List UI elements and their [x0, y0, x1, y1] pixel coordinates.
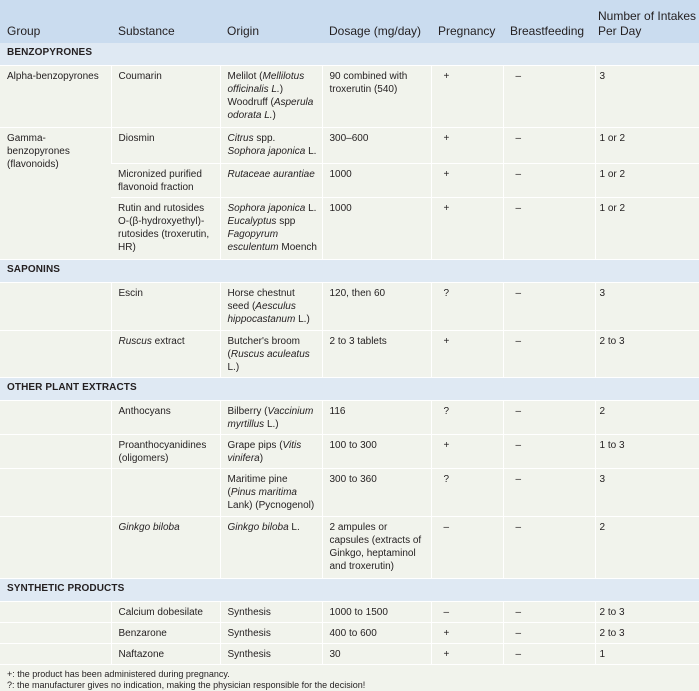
- cell-origin: Ginkgo biloba L.: [220, 517, 322, 579]
- cell-dosage: 1000 to 1500: [322, 602, 431, 623]
- cell-group: Alpha-benzopyrones: [0, 66, 111, 128]
- cell-intakes: 1 or 2: [595, 164, 699, 198]
- cell-group: [0, 331, 111, 378]
- cell-substance: Naftazone: [111, 644, 220, 665]
- cell-pregnancy: +: [431, 435, 503, 469]
- cell-breastfeeding: –: [503, 602, 595, 623]
- cell-substance: Proanthocyanidines (oligomers): [111, 435, 220, 469]
- cell-substance: Benzarone: [111, 623, 220, 644]
- cell-breastfeeding: –: [503, 401, 595, 435]
- cell-substance: Rutin and rutosides O-(β-hydroxyethyl)-rutosides (troxerutin, HR): [111, 198, 220, 260]
- cell-dosage: 2 to 3 tablets: [322, 331, 431, 378]
- cell-intakes: 2 to 3: [595, 602, 699, 623]
- cell-substance: Calcium dobesilate: [111, 602, 220, 623]
- cell-substance: Anthocyans: [111, 401, 220, 435]
- cell-breastfeeding: –: [503, 644, 595, 665]
- cell-pregnancy: +: [431, 623, 503, 644]
- cell-breastfeeding: –: [503, 435, 595, 469]
- table-row: [0, 469, 699, 517]
- table-row: [0, 331, 699, 378]
- header-pregnancy: Pregnancy: [431, 0, 503, 43]
- cell-dosage: 100 to 300: [322, 435, 431, 469]
- cell-origin: Maritime pine (Pinus maritima Lank) (Pycnogenol): [220, 469, 322, 517]
- section-row: [0, 260, 699, 283]
- table-row: [0, 283, 699, 331]
- cell-intakes: 2: [595, 401, 699, 435]
- cell-breastfeeding: –: [503, 517, 595, 579]
- cell-pregnancy: –: [431, 517, 503, 579]
- cell-origin: Synthesis: [220, 644, 322, 665]
- cell-pregnancy: +: [431, 128, 503, 164]
- footnote-plus: +: the product has been administered during pregnancy.: [7, 669, 230, 679]
- cell-origin: Melilot (Mellilotus officinalis L.) Woodruff (Asperula odorata L.): [220, 66, 322, 128]
- cell-dosage: 120, then 60: [322, 283, 431, 331]
- cell-pregnancy: +: [431, 331, 503, 378]
- header-origin: Origin: [220, 0, 322, 43]
- section-row: [0, 43, 699, 66]
- cell-origin: Bilberry (Vaccinium myrtillus L.): [220, 401, 322, 435]
- section-row: [0, 378, 699, 401]
- cell-breastfeeding: –: [503, 198, 595, 260]
- table-row: [0, 435, 699, 469]
- cell-substance: Diosmin: [111, 128, 220, 164]
- cell-pregnancy: ?: [431, 469, 503, 517]
- cell-dosage: 1000: [322, 164, 431, 198]
- cell-dosage: 1000: [322, 198, 431, 260]
- cell-breastfeeding: –: [503, 623, 595, 644]
- cell-dosage: 300 to 360: [322, 469, 431, 517]
- table-row: [0, 66, 699, 128]
- table-row: [0, 128, 699, 164]
- section-saponins: SAPONINS: [0, 260, 699, 283]
- cell-group: [0, 283, 111, 331]
- cell-origin: Citrus spp. Sophora japonica L.: [220, 128, 322, 164]
- cell-origin: Synthesis: [220, 602, 322, 623]
- cell-breastfeeding: –: [503, 66, 595, 128]
- cell-group: Gamma-benzopyrones (flavonoids): [0, 128, 111, 260]
- table-row: [0, 602, 699, 623]
- header-dosage: Dosage (mg/day): [322, 0, 431, 43]
- cell-origin: Rutaceae aurantiae: [220, 164, 322, 198]
- cell-pregnancy: +: [431, 66, 503, 128]
- header-breastfeeding: Breastfeeding: [503, 0, 595, 43]
- cell-origin: Butcher's broom (Ruscus aculeatus L.): [220, 331, 322, 378]
- cell-origin: Grape pips (Vitis vinifera): [220, 435, 322, 469]
- cell-origin: Horse chestnut seed (Aesculus hippocastanum L.): [220, 283, 322, 331]
- cell-intakes: 3: [595, 469, 699, 517]
- cell-pregnancy: ?: [431, 401, 503, 435]
- footnotes: [0, 665, 699, 691]
- cell-intakes: 3: [595, 283, 699, 331]
- cell-group: [0, 469, 111, 517]
- cell-substance: Escin: [111, 283, 220, 331]
- section-other-plant-extracts: OTHER PLANT EXTRACTS: [0, 378, 699, 401]
- cell-group: [0, 623, 111, 644]
- cell-pregnancy: +: [431, 164, 503, 198]
- section-benzopyrones: BENZOPYRONES: [0, 43, 699, 66]
- cell-group: [0, 602, 111, 623]
- cell-pregnancy: ?: [431, 283, 503, 331]
- cell-breastfeeding: –: [503, 469, 595, 517]
- cell-intakes: 2: [595, 517, 699, 579]
- header-intakes: Number of Intakes Per Day: [595, 0, 699, 43]
- cell-origin: Synthesis: [220, 623, 322, 644]
- header-substance: Substance: [111, 0, 220, 43]
- cell-pregnancy: –: [431, 602, 503, 623]
- table-row: [0, 644, 699, 665]
- cell-substance: Coumarin: [111, 66, 220, 128]
- cell-breastfeeding: –: [503, 164, 595, 198]
- cell-group: [0, 517, 111, 579]
- cell-group: [0, 644, 111, 665]
- section-row: [0, 579, 699, 602]
- cell-intakes: 2 to 3: [595, 623, 699, 644]
- cell-breastfeeding: –: [503, 331, 595, 378]
- cell-origin: Sophora japonica L. Eucalyptus spp Fagopyrum esculentum Moench: [220, 198, 322, 260]
- table-header-row: [0, 0, 699, 43]
- cell-group: [0, 401, 111, 435]
- cell-breastfeeding: –: [503, 128, 595, 164]
- cell-dosage: 2 ampules or capsules (extracts of Ginkgo, heptaminol and troxerutin): [322, 517, 431, 579]
- cell-dosage: 300–600: [322, 128, 431, 164]
- table-row: [0, 623, 699, 644]
- table-row: [0, 401, 699, 435]
- cell-dosage: 30: [322, 644, 431, 665]
- cell-pregnancy: +: [431, 198, 503, 260]
- footnote-question: ?: the manufacturer gives no indication, making the physician responsible for the decision!: [7, 680, 366, 690]
- cell-substance: Ruscus extract: [111, 331, 220, 378]
- section-synthetic-products: SYNTHETIC PRODUCTS: [0, 579, 699, 602]
- cell-breastfeeding: –: [503, 283, 595, 331]
- cell-intakes: 1: [595, 644, 699, 665]
- cell-substance: Micronized purified flavonoid fraction: [111, 164, 220, 198]
- cell-intakes: 2 to 3: [595, 331, 699, 378]
- cell-pregnancy: +: [431, 644, 503, 665]
- table-row: [0, 517, 699, 579]
- cell-dosage: 400 to 600: [322, 623, 431, 644]
- cell-substance: [111, 469, 220, 517]
- cell-intakes: 1 to 3: [595, 435, 699, 469]
- cell-intakes: 3: [595, 66, 699, 128]
- cell-substance: Ginkgo biloba: [111, 517, 220, 579]
- cell-intakes: 1 or 2: [595, 128, 699, 164]
- header-group: Group: [0, 0, 111, 43]
- cell-dosage: 116: [322, 401, 431, 435]
- cell-intakes: 1 or 2: [595, 198, 699, 260]
- cell-dosage: 90 combined with troxerutin (540): [322, 66, 431, 128]
- cell-group: [0, 435, 111, 469]
